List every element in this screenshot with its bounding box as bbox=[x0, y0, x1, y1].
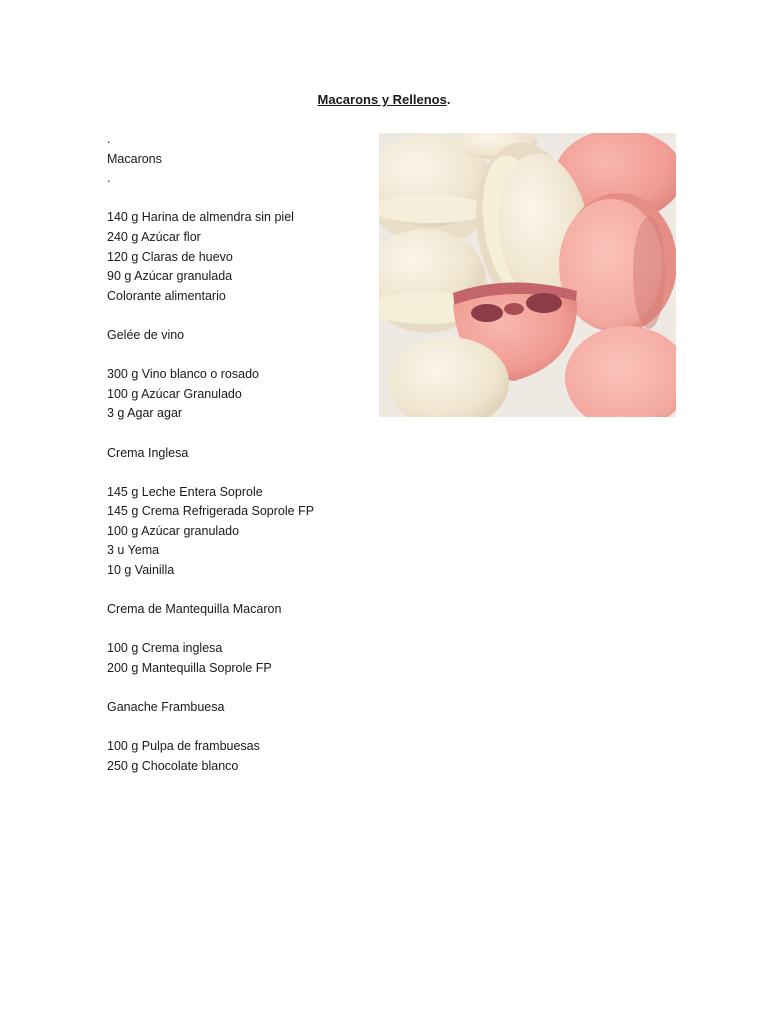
blank-line bbox=[107, 679, 367, 699]
recipe-line: . bbox=[107, 171, 111, 186]
ingredient-line: 120 g Claras de huevo bbox=[107, 249, 233, 264]
section-heading-macarons: Macarons bbox=[107, 151, 162, 166]
macarons-photo bbox=[379, 133, 676, 417]
document-title bbox=[0, 92, 768, 107]
ingredient-line: 250 g Chocolate blanco bbox=[107, 759, 239, 773]
section-heading-crema-mantequilla: Crema de Mantequilla Macaron bbox=[107, 602, 282, 617]
ingredient-line: 300 g Vino blanco o rosado bbox=[107, 367, 259, 382]
ingredient-line: 10 g Vainilla bbox=[107, 563, 175, 578]
title-text: Macarons y Rellenos bbox=[317, 92, 447, 107]
blank-line bbox=[107, 424, 367, 444]
section-heading-crema-inglesa: Crema Inglesa bbox=[107, 445, 189, 460]
blank-line bbox=[107, 581, 367, 601]
recipe-body bbox=[107, 130, 367, 777]
ingredient-line: 100 g Azúcar granulado bbox=[107, 523, 240, 538]
ingredient-line: 140 g Harina de almendra sin piel bbox=[107, 210, 294, 225]
macarons-illustration bbox=[379, 133, 676, 417]
ingredient-line: 100 g Azúcar Granulado bbox=[107, 386, 242, 401]
ingredient-line: 145 g Crema Refrigerada Soprole FP bbox=[107, 504, 315, 519]
ingredient-line: 240 g Azúcar flor bbox=[107, 229, 201, 244]
ingredient-line: 3 g Agar agar bbox=[107, 406, 183, 421]
section-heading-ganache: Ganache Frambuesa bbox=[107, 700, 225, 715]
ingredient-line: 100 g Crema inglesa bbox=[107, 641, 223, 656]
ingredient-line: 145 g Leche Entera Soprole bbox=[107, 484, 263, 499]
ingredient-line: 200 g Mantequilla Soprole FP bbox=[107, 661, 272, 676]
section-heading-gelee: Gelée de vino bbox=[107, 327, 185, 342]
ingredient-line: 90 g Azúcar granulada bbox=[107, 269, 233, 284]
recipe-line: . bbox=[107, 132, 111, 146]
blank-line bbox=[107, 463, 367, 483]
blank-line bbox=[107, 718, 367, 738]
blank-line bbox=[107, 620, 367, 640]
blank-line bbox=[107, 346, 367, 366]
title-suffix: . bbox=[446, 92, 451, 107]
blank-line bbox=[107, 189, 367, 209]
ingredient-line: 100 g Pulpa de frambuesas bbox=[107, 739, 260, 754]
ingredient-line: Colorante alimentario bbox=[107, 288, 226, 303]
blank-line bbox=[107, 306, 367, 326]
ingredient-line: 3 u Yema bbox=[107, 543, 160, 558]
